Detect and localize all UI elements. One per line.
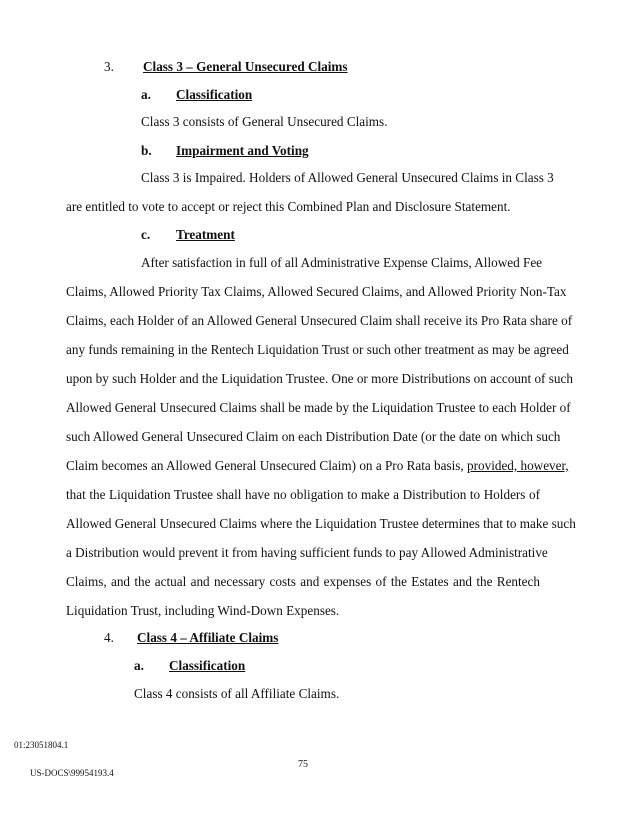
subsection-title: Classification — [176, 87, 253, 102]
subsection-letter: b. — [141, 143, 152, 158]
doc-id-top: 01:23051804.1 — [14, 740, 69, 750]
paragraph-line: such Allowed General Unsecured Claim on each Distribution Date (or the date on which such — [66, 429, 561, 444]
subsection-title: Impairment and Voting — [176, 143, 309, 158]
subsection-letter: a. — [141, 87, 151, 102]
paragraph-line: After satisfaction in full of all Administrative Expense Claims, Allowed Fee — [141, 255, 543, 270]
paragraph-line: Claim becomes an Allowed General Unsecured Claim) on a Pro Rata basis, — [66, 458, 464, 473]
paragraph-line: Claims, Allowed Priority Tax Claims, Allowed Secured Claims, and Allowed Priority Non-Tax — [66, 284, 567, 299]
section-number: 4. — [104, 630, 114, 645]
paragraph-line: Claims, each Holder of an Allowed General Unsecured Claim shall receive its Pro Rata share of — [66, 313, 573, 328]
subsection-letter: c. — [141, 227, 151, 242]
paragraph-line: Liquidation Trust, including Wind-Down Expenses. — [66, 603, 340, 618]
paragraph-line: any funds remaining in the Rentech Liquidation Trust or such other treatment as may be agreed — [66, 342, 569, 357]
paragraph-line: Allowed General Unsecured Claims shall be made by the Liquidation Trustee to each Holder of — [66, 400, 571, 415]
section-title: Class 4 – Affiliate Claims — [137, 630, 279, 645]
doc-id-bottom: US-DOCS\99954193.4 — [30, 768, 114, 778]
paragraph-line: Class 3 is Impaired. Holders of Allowed General Unsecured Claims in Class 3 — [141, 170, 554, 185]
paragraph-line: upon by such Holder and the Liquidation Trustee. One or more Distributions on account of such — [66, 371, 573, 386]
subsection-title: Treatment — [176, 227, 235, 242]
paragraph-line: Claims, and the actual and necessary costs and expenses of the Estates and the Rentech — [66, 574, 540, 589]
subsection-title: Classification — [169, 658, 246, 673]
paragraph-line: Allowed General Unsecured Claims where the Liquidation Trustee determines that to make such — [66, 516, 576, 531]
paragraph-line-with-underline — [66, 458, 569, 474]
paragraph-line: Class 4 consists of all Affiliate Claims. — [134, 686, 340, 701]
subsection-letter: a. — [134, 658, 144, 673]
paragraph-line: Class 3 consists of General Unsecured Claims. — [141, 114, 388, 129]
paragraph-line: that the Liquidation Trustee shall have no obligation to make a Distribution to Holders of — [66, 487, 540, 502]
section-number: 3. — [104, 59, 114, 74]
paragraph-line: are entitled to vote to accept or reject this Combined Plan and Disclosure Statement. — [66, 199, 511, 214]
page-number: 75 — [298, 759, 308, 770]
underlined-phrase: provided, however, — [467, 458, 569, 473]
section-title: Class 3 – General Unsecured Claims — [143, 59, 348, 74]
paragraph-line: a Distribution would prevent it from having sufficient funds to pay Allowed Administrative — [66, 545, 548, 560]
